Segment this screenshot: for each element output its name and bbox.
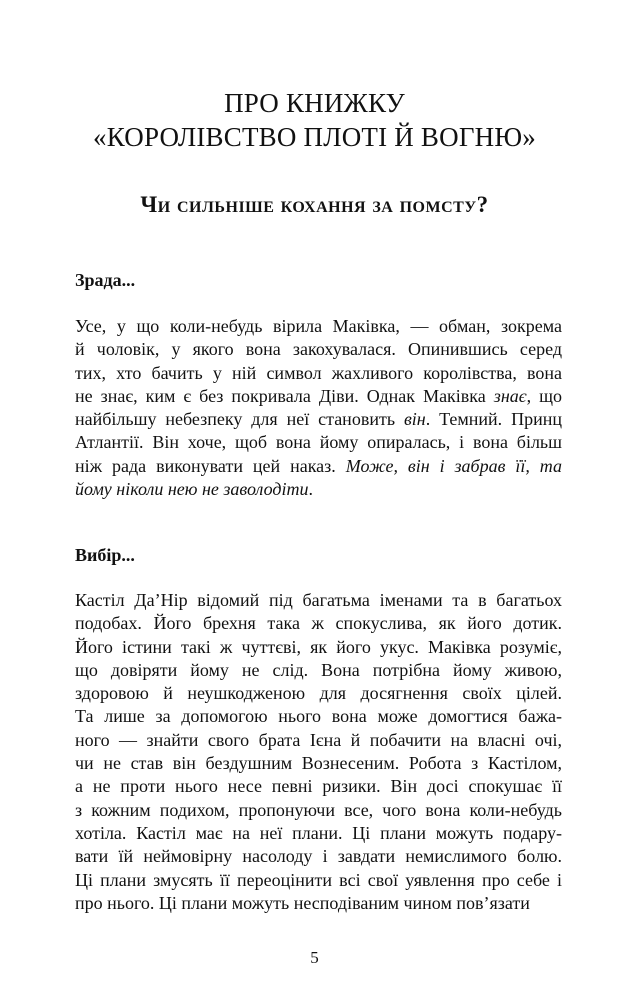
text-line [75,612,562,635]
text-run: з кожним подихом, пропонуючи все, чого вона коли-небудь [75,799,562,820]
text-run: Атлантії. Він хоче, щоб вона йому опиралась, і вона більш [75,432,562,453]
page-title-line-2: «КОРОЛІВСТВО ПЛОТІ Й ВОГНЮ» [93,122,536,152]
text-line [75,799,562,822]
italic-text: він [403,409,426,430]
section-heading-betrayal: Зрада... [75,270,136,290]
text-line [75,869,562,892]
text-run: . [308,479,313,500]
text-run: Та лише за допомогою нього вона може домогтися бажа- [75,706,562,727]
text-line [75,362,562,385]
text-line [75,892,562,915]
text-run: хотіла. Кастіл має на неї плани. Ці плани можуть подару- [75,822,562,843]
text-run: про нього. Ці плани можуть несподіваним чином пов’язати [75,892,530,913]
text-run: а не проти нього несе певні ризики. Він досі спокушає її [75,776,562,797]
text-run: найбільшу небезпеку для неї становить [75,409,404,430]
text-line [75,822,562,845]
italic-text: Може, він і забрав її, та [345,455,563,476]
text-line [75,636,562,659]
text-line [75,455,562,478]
text-run: Кастіл Да’Нір відомий під багатьма іменами та в багатьох [75,590,562,610]
text-run: Його істини такі ж чуттєві, як його укус. Маківка розуміє, [75,636,562,657]
text-line [75,431,562,454]
section-paragraph-betrayal [75,315,562,501]
text-line [75,659,562,682]
text-run: Усе, у що коли-небудь вірила Маківка, — обман, зокрема [75,316,562,336]
page-title-line-1: ПРО КНИЖКУ [224,88,405,118]
text-run: здоровою й неушкодженою для досягнення своїх цілей. [75,683,562,704]
text-run: ного — знайти свого брата Ієна й побачити на власні очі, [75,729,562,750]
text-line [75,775,562,798]
text-run: вати їй неймовірну насолоду і завдати немислимого болю. [75,846,562,867]
text-run: що довіряти йому не слід. Вона потрібна йому живою, [75,659,562,680]
text-run: чи не став він бездушним Вознесеним. Робота з Кастілом, [75,753,562,774]
text-run: тих, хто бачить у ній символ жахливого королівства, вона [75,362,562,383]
text-run: , що [526,385,562,406]
text-run: . Темний. Принц [425,409,562,430]
text-line [75,705,562,728]
text-line [75,589,562,612]
text-line [75,682,562,705]
text-run: ніж рада виконувати цей наказ. [75,455,346,476]
text-run: Ці плани змусять її переоцінити всі свої уявлення про себе і [75,869,562,890]
text-line [75,478,562,501]
page-subtitle: Чи сильніше кохання за помсту? [140,192,489,217]
italic-text: йому ніколи нею не заволодіти [75,479,309,500]
text-line [75,729,562,752]
section-paragraph-choice [75,589,562,915]
text-line [75,752,562,775]
page-number: 5 [310,948,319,967]
text-line [75,385,562,408]
text-run: й чоловік, у якого вона закохувалася. Опинившись серед [75,339,562,360]
text-line [75,338,562,361]
text-run: подобах. Його брехня така ж спокуслива, як його дотик. [75,613,562,634]
italic-text: знає [493,385,527,406]
text-line [75,315,562,338]
section-heading-choice: Вибір... [75,545,135,565]
text-run: не знає, ким є без покривала Діви. Однак Маківка [75,385,494,406]
text-line [75,408,562,431]
text-line [75,845,562,868]
